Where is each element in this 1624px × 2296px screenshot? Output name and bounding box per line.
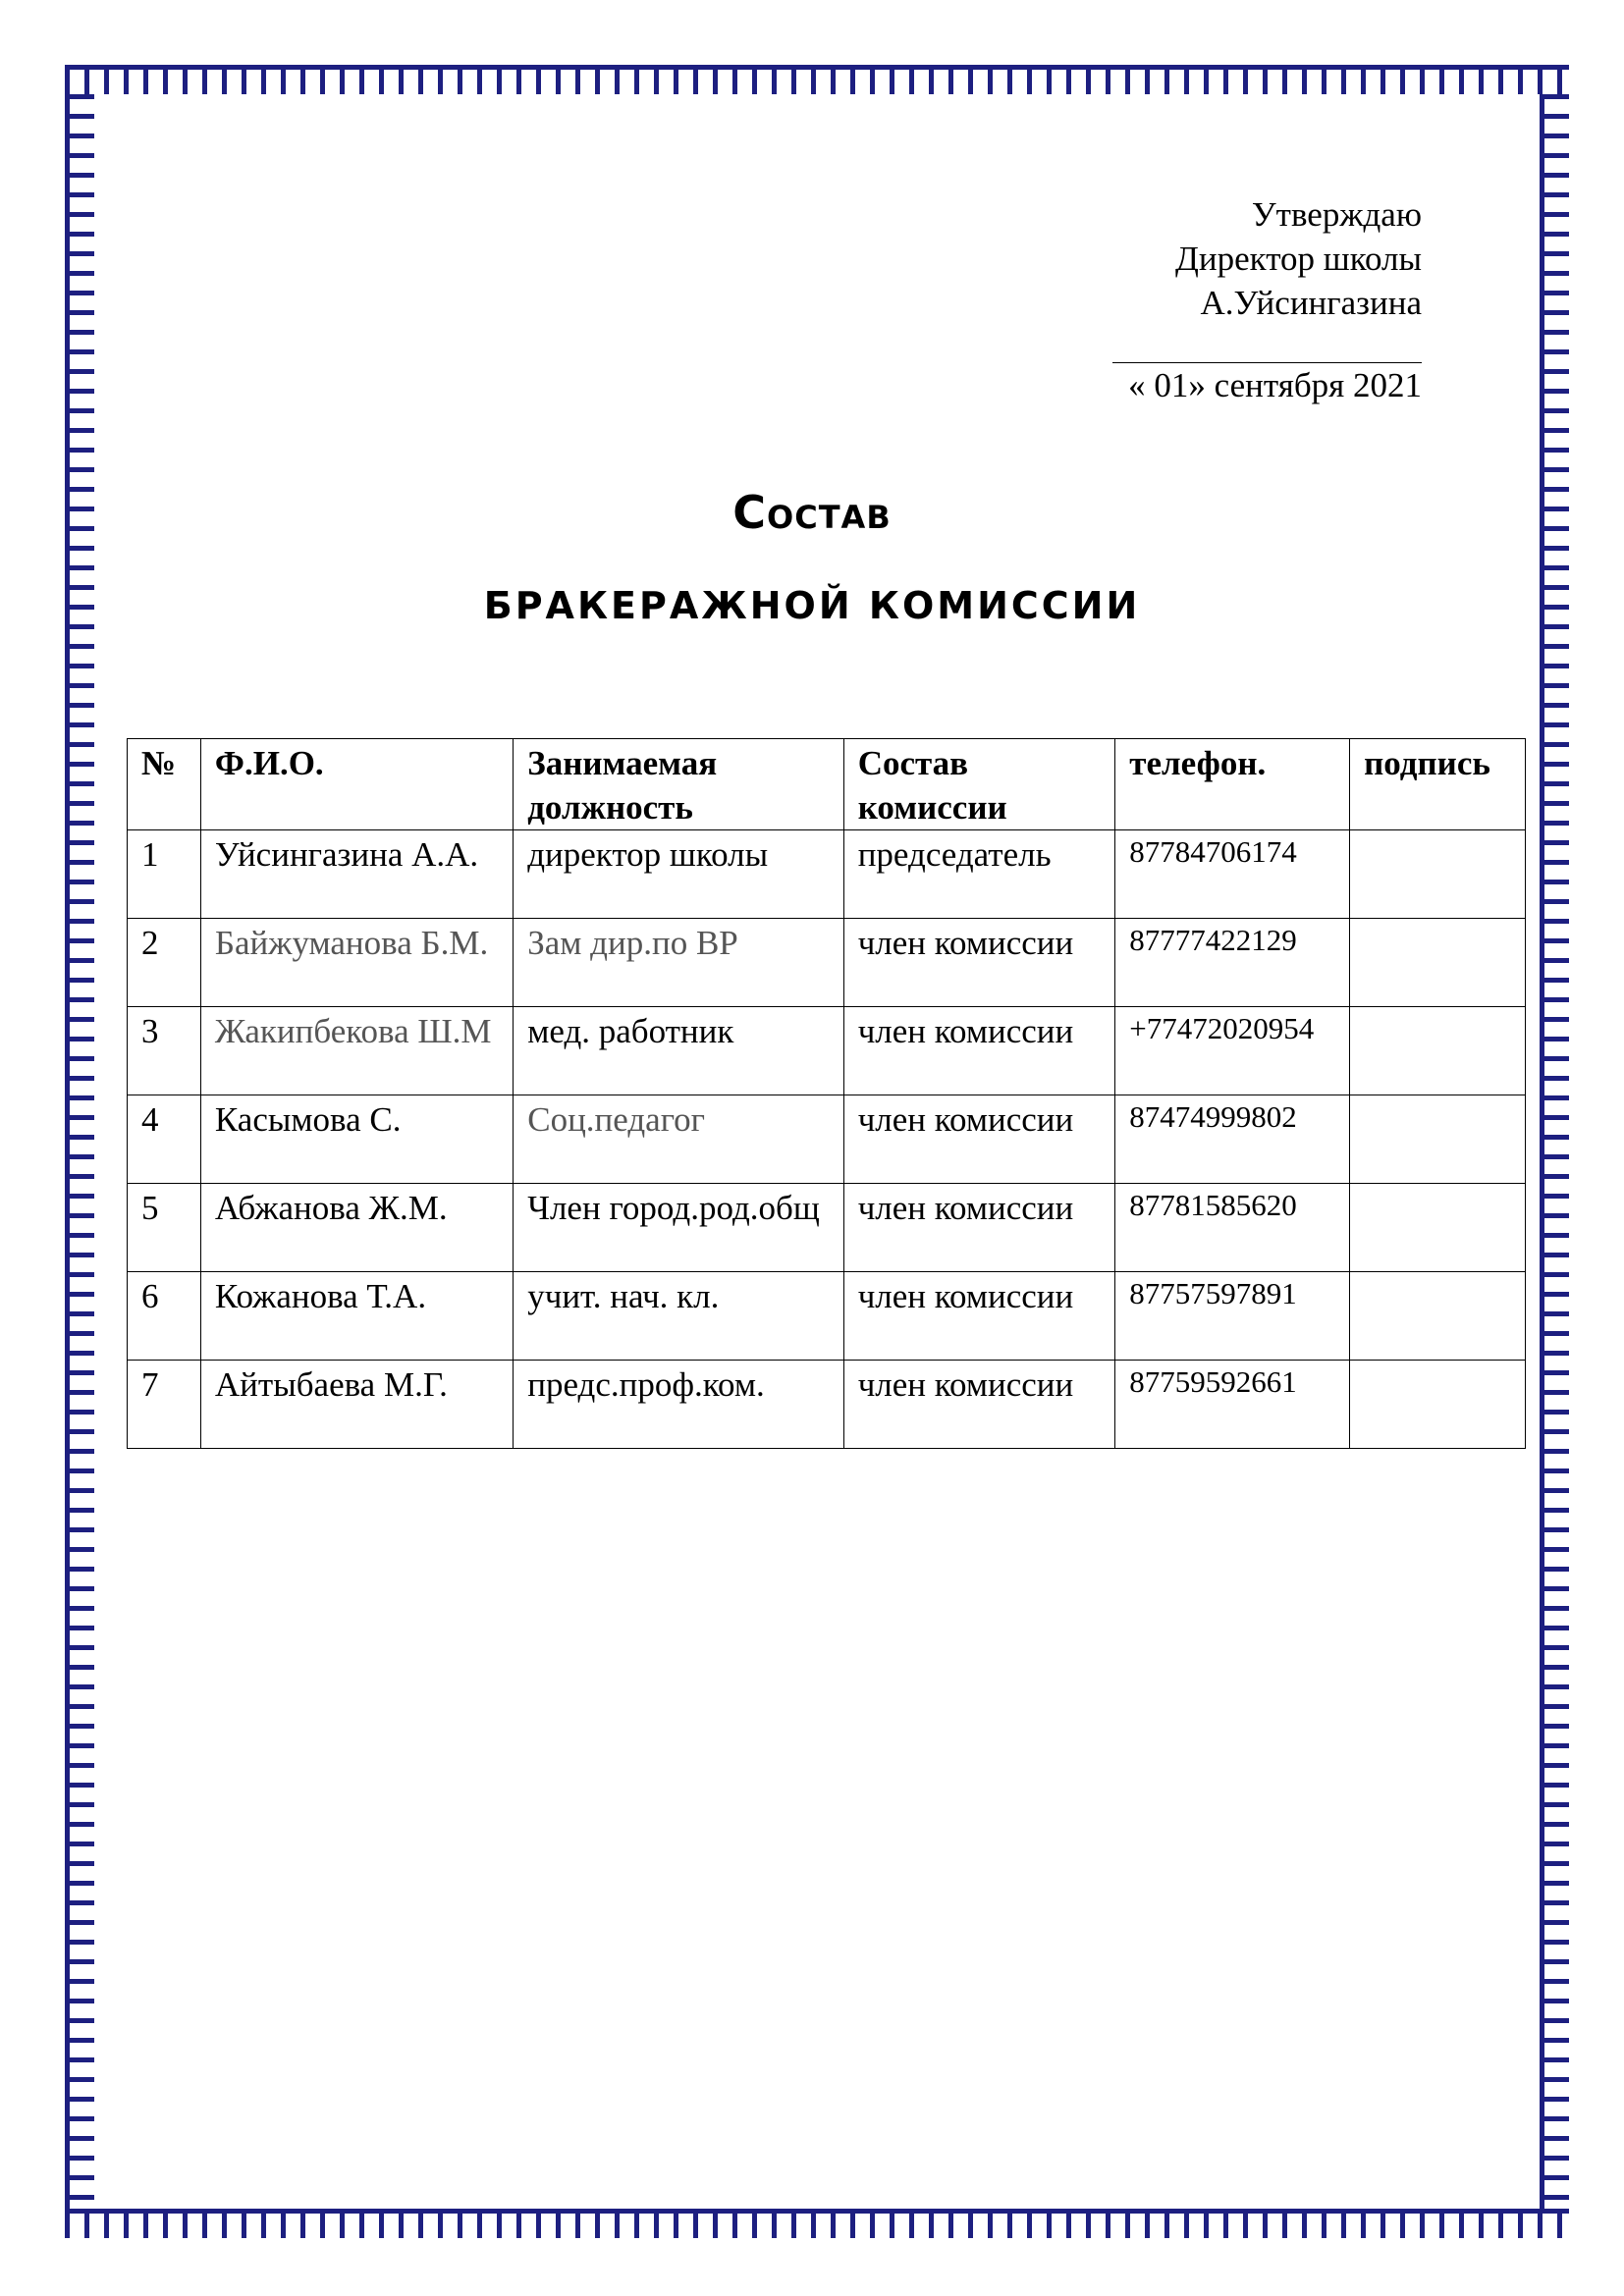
signature-line — [1112, 325, 1422, 363]
table-row — [128, 1095, 1526, 1184]
page-border-right — [1540, 94, 1569, 2209]
member-position: Член город.род.общ — [514, 1184, 843, 1272]
table-header-row — [128, 739, 1526, 830]
member-phone: 87759592661 — [1115, 1361, 1350, 1449]
member-role: член комиссии — [843, 919, 1115, 1007]
approver-title: Директор школы — [1175, 240, 1422, 278]
member-position: учит. нач. кл. — [514, 1272, 843, 1361]
member-phone: +77472020954 — [1115, 1007, 1350, 1095]
table-row — [128, 1361, 1526, 1449]
member-phone: 87757597891 — [1115, 1272, 1350, 1361]
approver-name: А.Уйсингазина — [1200, 284, 1422, 322]
table-row — [128, 919, 1526, 1007]
member-position: директор школы — [514, 830, 843, 919]
table-row — [128, 830, 1526, 919]
member-role: член комиссии — [843, 1007, 1115, 1095]
member-signature — [1350, 919, 1526, 1007]
approval-label: Утверждаю — [1251, 195, 1422, 234]
commission-table — [127, 738, 1526, 1449]
table-row — [128, 1007, 1526, 1095]
header-position: Занимаемая должность — [514, 739, 843, 830]
member-signature — [1350, 1361, 1526, 1449]
member-signature — [1350, 1184, 1526, 1272]
member-phone: 87784706174 — [1115, 830, 1350, 919]
member-phone: 87777422129 — [1115, 919, 1350, 1007]
row-number: 7 — [128, 1361, 201, 1449]
member-role: член комиссии — [843, 1361, 1115, 1449]
page-border-left — [65, 94, 94, 2209]
member-name: Байжуманова Б.М. — [200, 919, 513, 1007]
member-signature — [1350, 1007, 1526, 1095]
approval-date: « 01» сентября 2021 — [1128, 366, 1422, 404]
row-number: 1 — [128, 830, 201, 919]
member-phone: 87781585620 — [1115, 1184, 1350, 1272]
member-signature — [1350, 1272, 1526, 1361]
member-role: председатель — [843, 830, 1115, 919]
member-name: Касымова С. — [200, 1095, 513, 1184]
row-number: 6 — [128, 1272, 201, 1361]
member-role: член комиссии — [843, 1184, 1115, 1272]
member-position: Соц.педагог — [514, 1095, 843, 1184]
member-position: Зам дир.по ВР — [514, 919, 843, 1007]
member-signature — [1350, 830, 1526, 919]
row-number: 3 — [128, 1007, 201, 1095]
header-role: Состав комиссии — [843, 739, 1115, 830]
header-name: Ф.И.О. — [200, 739, 513, 830]
member-name: Кожанова Т.А. — [200, 1272, 513, 1361]
row-number: 5 — [128, 1184, 201, 1272]
page-border-top — [65, 65, 1569, 94]
page-border-bottom — [65, 2209, 1569, 2238]
member-name: Жакипбекова Ш.М — [200, 1007, 513, 1095]
member-name: Айтыбаева М.Г. — [200, 1361, 513, 1449]
approval-block — [911, 192, 1422, 407]
row-number: 4 — [128, 1095, 201, 1184]
header-number: № — [128, 739, 201, 830]
table-row — [128, 1184, 1526, 1272]
document-subtitle: БРАКЕРАЖНОЙ КОМИССИИ — [483, 584, 1141, 627]
member-name: Абжанова Ж.М. — [200, 1184, 513, 1272]
table-row — [128, 1272, 1526, 1361]
member-position: мед. работник — [514, 1007, 843, 1095]
member-name: Уйсингазина А.А. — [200, 830, 513, 919]
member-role: член комиссии — [843, 1272, 1115, 1361]
member-position: предс.проф.ком. — [514, 1361, 843, 1449]
document-title: Состав — [732, 486, 892, 539]
member-role: член комиссии — [843, 1095, 1115, 1184]
header-signature: подпись — [1350, 739, 1526, 830]
row-number: 2 — [128, 919, 201, 1007]
member-signature — [1350, 1095, 1526, 1184]
header-phone: телефон. — [1115, 739, 1350, 830]
member-phone: 87474999802 — [1115, 1095, 1350, 1184]
